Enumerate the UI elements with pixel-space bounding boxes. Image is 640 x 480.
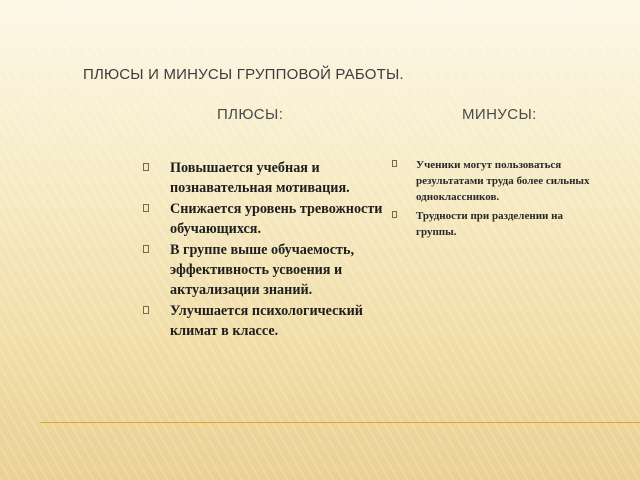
bullet-icon <box>392 160 397 167</box>
cons-heading: МИНУСЫ: <box>462 106 537 123</box>
pros-list <box>143 158 383 342</box>
bullet-icon <box>143 306 149 314</box>
pros-item-text: Повышается учебная и познавательная мотивация. <box>170 160 350 196</box>
cons-item-text: Ученики могут пользоваться результатами труда более сильных одноклассников. <box>416 159 590 203</box>
pros-item <box>143 240 383 300</box>
bullet-icon <box>143 245 149 253</box>
pros-item-text: Улучшается психологический климат в классе. <box>170 303 363 339</box>
pros-item <box>143 158 383 198</box>
pros-item <box>143 199 383 239</box>
footer-divider <box>40 422 640 423</box>
pros-item-text: Снижается уровень тревожности обучающихся. <box>170 201 383 237</box>
cons-list <box>392 157 597 243</box>
pros-item <box>143 301 383 341</box>
cons-item <box>392 208 597 240</box>
pros-item-text: В группе выше обучаемость, эффективность усвоения и актуализации знаний. <box>170 242 355 298</box>
cons-item-text: Трудности при разделении на группы. <box>416 210 563 238</box>
cons-item <box>392 157 597 205</box>
bullet-icon <box>143 163 149 171</box>
slide-title: ПЛЮСЫ И МИНУСЫ ГРУППОВОЙ РАБОТЫ. <box>83 66 404 83</box>
bullet-icon <box>392 211 397 218</box>
pros-heading: ПЛЮСЫ: <box>217 106 284 123</box>
bullet-icon <box>143 204 149 212</box>
